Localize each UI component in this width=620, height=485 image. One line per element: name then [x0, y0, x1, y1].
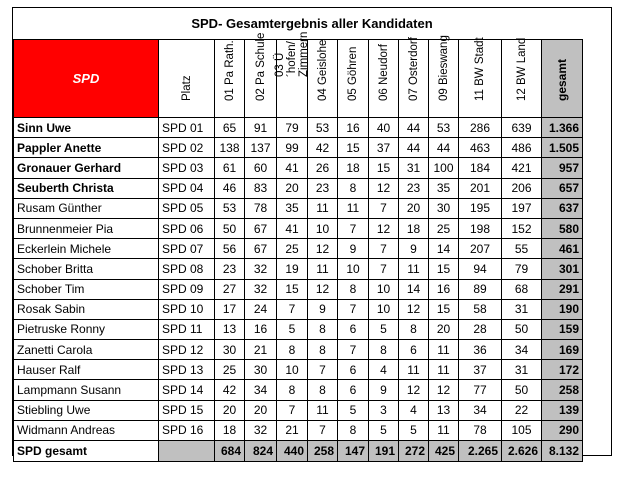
table-row [14, 138, 583, 158]
vote-cell: 67 [245, 239, 277, 259]
vote-cell: 91 [245, 118, 277, 138]
vote-cell: 10 [277, 360, 308, 380]
vote-cell: 30 [429, 198, 459, 218]
candidate-platz: SPD 15 [159, 400, 215, 420]
vote-cell: 61 [215, 158, 245, 178]
candidate-total: 1.366 [542, 118, 583, 138]
candidate-total: 461 [542, 239, 583, 259]
vote-cell: 16 [338, 118, 369, 138]
vote-cell: 11 [308, 400, 338, 420]
vote-cell: 32 [245, 279, 277, 299]
vote-cell: 9 [399, 239, 429, 259]
vote-cell: 195 [459, 198, 502, 218]
candidate-platz: SPD 08 [159, 259, 215, 279]
candidate-platz: SPD 12 [159, 340, 215, 360]
results-table [13, 31, 583, 462]
vote-cell: 53 [429, 118, 459, 138]
vote-cell: 11 [429, 360, 459, 380]
vote-cell: 12 [369, 218, 399, 238]
footer-value: 425 [429, 441, 459, 462]
vote-cell: 20 [215, 400, 245, 420]
vote-cell: 8 [277, 340, 308, 360]
footer-total: 8.132 [542, 441, 583, 462]
vote-cell: 4 [369, 360, 399, 380]
vote-cell: 206 [502, 178, 542, 198]
vote-cell: 79 [502, 259, 542, 279]
vote-cell: 198 [459, 218, 502, 238]
vote-cell: 6 [399, 340, 429, 360]
header-party: SPD [14, 40, 159, 118]
candidate-name: Pietruske Ronny [14, 319, 159, 339]
vote-cell: 44 [399, 118, 429, 138]
candidate-name: Seuberth Christa [14, 178, 159, 198]
vote-cell: 35 [429, 178, 459, 198]
vote-cell: 46 [215, 178, 245, 198]
vote-cell: 7 [369, 198, 399, 218]
vote-cell: 30 [215, 340, 245, 360]
vote-cell: 10 [338, 259, 369, 279]
table-row [14, 319, 583, 339]
candidate-total: 657 [542, 178, 583, 198]
header-col-07: 07 Osterdorf [399, 40, 429, 118]
candidate-total: 190 [542, 299, 583, 319]
candidate-platz: SPD 07 [159, 239, 215, 259]
table-row [14, 420, 583, 440]
footer-value: 191 [369, 441, 399, 462]
vote-cell: 8 [369, 340, 399, 360]
candidate-total: 301 [542, 259, 583, 279]
vote-cell: 8 [399, 319, 429, 339]
footer-value: 272 [399, 441, 429, 462]
table-row [14, 259, 583, 279]
vote-cell: 16 [429, 279, 459, 299]
vote-cell: 201 [459, 178, 502, 198]
candidate-name: Pappler Anette [14, 138, 159, 158]
vote-cell: 67 [245, 218, 277, 238]
vote-cell: 14 [429, 239, 459, 259]
vote-cell: 16 [245, 319, 277, 339]
vote-cell: 79 [277, 118, 308, 138]
vote-cell: 12 [399, 299, 429, 319]
sheet-title: SPD- Gesamtergebnis aller Kandidaten [191, 16, 433, 31]
vote-cell: 207 [459, 239, 502, 259]
vote-cell: 5 [277, 319, 308, 339]
vote-cell: 5 [399, 420, 429, 440]
header-col-01: 01 Pa Rath. [215, 40, 245, 118]
vote-cell: 12 [308, 239, 338, 259]
vote-cell: 7 [338, 218, 369, 238]
candidate-name: Gronauer Gerhard [14, 158, 159, 178]
table-row [14, 380, 583, 400]
candidate-total: 957 [542, 158, 583, 178]
footer-value: 2.265 [459, 441, 502, 462]
vote-cell: 421 [502, 158, 542, 178]
candidate-total: 1.505 [542, 138, 583, 158]
candidate-platz: SPD 06 [159, 218, 215, 238]
table-row [14, 360, 583, 380]
vote-cell: 7 [338, 340, 369, 360]
header-platz: Platz [159, 40, 215, 118]
vote-cell: 25 [215, 360, 245, 380]
vote-cell: 5 [369, 420, 399, 440]
vote-cell: 11 [399, 259, 429, 279]
vote-cell: 639 [502, 118, 542, 138]
candidate-rows [14, 118, 583, 441]
candidate-name: Rusam Günther [14, 198, 159, 218]
vote-cell: 7 [369, 239, 399, 259]
candidate-platz: SPD 16 [159, 420, 215, 440]
vote-cell: 34 [502, 340, 542, 360]
candidate-total: 159 [542, 319, 583, 339]
vote-cell: 486 [502, 138, 542, 158]
candidate-name: Stiebling Uwe [14, 400, 159, 420]
vote-cell: 20 [429, 319, 459, 339]
table-row [14, 340, 583, 360]
table-row [14, 279, 583, 299]
candidate-platz: SPD 11 [159, 319, 215, 339]
vote-cell: 8 [308, 340, 338, 360]
vote-cell: 23 [399, 178, 429, 198]
vote-cell: 68 [502, 279, 542, 299]
vote-cell: 10 [308, 218, 338, 238]
vote-cell: 9 [308, 299, 338, 319]
vote-cell: 55 [502, 239, 542, 259]
vote-cell: 6 [338, 380, 369, 400]
vote-cell: 8 [308, 380, 338, 400]
vote-cell: 7 [277, 400, 308, 420]
vote-cell: 463 [459, 138, 502, 158]
vote-cell: 10 [369, 279, 399, 299]
vote-cell: 6 [338, 319, 369, 339]
header-col-11: 11 BW Stadt [459, 40, 502, 118]
header-row [14, 40, 583, 118]
candidate-platz: SPD 13 [159, 360, 215, 380]
vote-cell: 184 [459, 158, 502, 178]
vote-cell: 18 [338, 158, 369, 178]
vote-cell: 138 [215, 138, 245, 158]
vote-cell: 11 [338, 198, 369, 218]
vote-cell: 5 [338, 400, 369, 420]
vote-cell: 14 [399, 279, 429, 299]
vote-cell: 12 [308, 279, 338, 299]
vote-cell: 7 [338, 299, 369, 319]
vote-cell: 13 [215, 319, 245, 339]
vote-cell: 18 [215, 420, 245, 440]
vote-cell: 41 [277, 158, 308, 178]
vote-cell: 11 [429, 340, 459, 360]
candidate-name: Sinn Uwe [14, 118, 159, 138]
candidate-platz: SPD 02 [159, 138, 215, 158]
header-col-02: 02 Pa Schule [245, 40, 277, 118]
candidate-name: Rosak Sabin [14, 299, 159, 319]
vote-cell: 197 [502, 198, 542, 218]
vote-cell: 34 [245, 380, 277, 400]
results-sheet [12, 7, 612, 456]
header-total: gesamt [542, 40, 583, 118]
table-row [14, 299, 583, 319]
vote-cell: 24 [245, 299, 277, 319]
vote-cell: 21 [245, 340, 277, 360]
vote-cell: 89 [459, 279, 502, 299]
vote-cell: 34 [459, 400, 502, 420]
vote-cell: 78 [245, 198, 277, 218]
vote-cell: 7 [369, 259, 399, 279]
vote-cell: 8 [338, 279, 369, 299]
vote-cell: 53 [215, 198, 245, 218]
vote-cell: 7 [308, 420, 338, 440]
vote-cell: 9 [369, 380, 399, 400]
candidate-name: Schober Tim [14, 279, 159, 299]
vote-cell: 7 [277, 299, 308, 319]
candidate-total: 580 [542, 218, 583, 238]
candidate-name: Hauser Ralf [14, 360, 159, 380]
header-col-09: 09 Bieswang [429, 40, 459, 118]
table-row [14, 400, 583, 420]
vote-cell: 8 [338, 420, 369, 440]
vote-cell: 60 [245, 158, 277, 178]
vote-cell: 26 [308, 158, 338, 178]
candidate-total: 172 [542, 360, 583, 380]
header-col-04: 04 Geislohe [308, 40, 338, 118]
candidate-name: Brunnenmeier Pia [14, 218, 159, 238]
footer-value: 2.626 [502, 441, 542, 462]
vote-cell: 19 [277, 259, 308, 279]
footer-value: 258 [308, 441, 338, 462]
vote-cell: 6 [338, 360, 369, 380]
vote-cell: 15 [277, 279, 308, 299]
vote-cell: 17 [215, 299, 245, 319]
candidate-name: Widmann Andreas [14, 420, 159, 440]
vote-cell: 31 [502, 299, 542, 319]
vote-cell: 37 [459, 360, 502, 380]
vote-cell: 20 [399, 198, 429, 218]
vote-cell: 50 [502, 319, 542, 339]
vote-cell: 25 [429, 218, 459, 238]
vote-cell: 15 [429, 259, 459, 279]
vote-cell: 105 [502, 420, 542, 440]
vote-cell: 152 [502, 218, 542, 238]
vote-cell: 286 [459, 118, 502, 138]
candidate-platz: SPD 05 [159, 198, 215, 218]
vote-cell: 18 [399, 218, 429, 238]
vote-cell: 8 [338, 178, 369, 198]
vote-cell: 40 [369, 118, 399, 138]
vote-cell: 8 [277, 380, 308, 400]
vote-cell: 32 [245, 259, 277, 279]
vote-cell: 23 [308, 178, 338, 198]
vote-cell: 12 [399, 380, 429, 400]
vote-cell: 20 [245, 400, 277, 420]
candidate-total: 258 [542, 380, 583, 400]
vote-cell: 25 [277, 239, 308, 259]
vote-cell: 65 [215, 118, 245, 138]
vote-cell: 50 [502, 380, 542, 400]
candidate-total: 290 [542, 420, 583, 440]
vote-cell: 100 [429, 158, 459, 178]
footer-value: 684 [215, 441, 245, 462]
vote-cell: 15 [369, 158, 399, 178]
vote-cell: 15 [338, 138, 369, 158]
footer-value: 824 [245, 441, 277, 462]
candidate-name: Lampmann Susann [14, 380, 159, 400]
vote-cell: 12 [429, 380, 459, 400]
header-col-06: 06 Neudorf [369, 40, 399, 118]
candidate-total: 291 [542, 279, 583, 299]
vote-cell: 83 [245, 178, 277, 198]
vote-cell: 9 [338, 239, 369, 259]
footer-value: 147 [338, 441, 369, 462]
candidate-platz: SPD 03 [159, 158, 215, 178]
vote-cell: 31 [399, 158, 429, 178]
vote-cell: 30 [245, 360, 277, 380]
vote-cell: 5 [369, 319, 399, 339]
table-row [14, 178, 583, 198]
candidate-platz: SPD 10 [159, 299, 215, 319]
candidate-name: Zanetti Carola [14, 340, 159, 360]
vote-cell: 31 [502, 360, 542, 380]
candidate-name: Schober Britta [14, 259, 159, 279]
vote-cell: 32 [245, 420, 277, 440]
vote-cell: 37 [369, 138, 399, 158]
table-row [14, 198, 583, 218]
vote-cell: 77 [459, 380, 502, 400]
vote-cell: 44 [399, 138, 429, 158]
candidate-total: 169 [542, 340, 583, 360]
vote-cell: 35 [277, 198, 308, 218]
header-col-03: 03 Ü´hofen/ Zimmern [277, 40, 308, 118]
vote-cell: 58 [459, 299, 502, 319]
vote-cell: 4 [399, 400, 429, 420]
vote-cell: 137 [245, 138, 277, 158]
vote-cell: 41 [277, 218, 308, 238]
vote-cell: 56 [215, 239, 245, 259]
vote-cell: 28 [459, 319, 502, 339]
vote-cell: 3 [369, 400, 399, 420]
vote-cell: 99 [277, 138, 308, 158]
vote-cell: 11 [429, 420, 459, 440]
vote-cell: 27 [215, 279, 245, 299]
vote-cell: 23 [215, 259, 245, 279]
candidate-platz: SPD 09 [159, 279, 215, 299]
vote-cell: 42 [215, 380, 245, 400]
vote-cell: 8 [308, 319, 338, 339]
vote-cell: 50 [215, 218, 245, 238]
vote-cell: 78 [459, 420, 502, 440]
vote-cell: 21 [277, 420, 308, 440]
vote-cell: 44 [429, 138, 459, 158]
candidate-total: 139 [542, 400, 583, 420]
footer-row [14, 441, 583, 462]
vote-cell: 36 [459, 340, 502, 360]
candidate-platz: SPD 14 [159, 380, 215, 400]
candidate-platz: SPD 04 [159, 178, 215, 198]
table-row [14, 218, 583, 238]
vote-cell: 94 [459, 259, 502, 279]
vote-cell: 11 [399, 360, 429, 380]
footer-value: 440 [277, 441, 308, 462]
header-col-05: 05 Göhren [338, 40, 369, 118]
footer-platz-blank [159, 441, 215, 462]
vote-cell: 53 [308, 118, 338, 138]
header-col-12: 12 BW Land [502, 40, 542, 118]
table-row [14, 158, 583, 178]
vote-cell: 11 [308, 259, 338, 279]
vote-cell: 11 [308, 198, 338, 218]
table-row [14, 118, 583, 138]
footer-label: SPD gesamt [14, 441, 159, 462]
vote-cell: 12 [369, 178, 399, 198]
candidate-total: 637 [542, 198, 583, 218]
vote-cell: 10 [369, 299, 399, 319]
vote-cell: 7 [308, 360, 338, 380]
candidate-name: Eckerlein Michele [14, 239, 159, 259]
vote-cell: 15 [429, 299, 459, 319]
vote-cell: 20 [277, 178, 308, 198]
table-row [14, 239, 583, 259]
candidate-platz: SPD 01 [159, 118, 215, 138]
vote-cell: 42 [308, 138, 338, 158]
vote-cell: 13 [429, 400, 459, 420]
vote-cell: 22 [502, 400, 542, 420]
